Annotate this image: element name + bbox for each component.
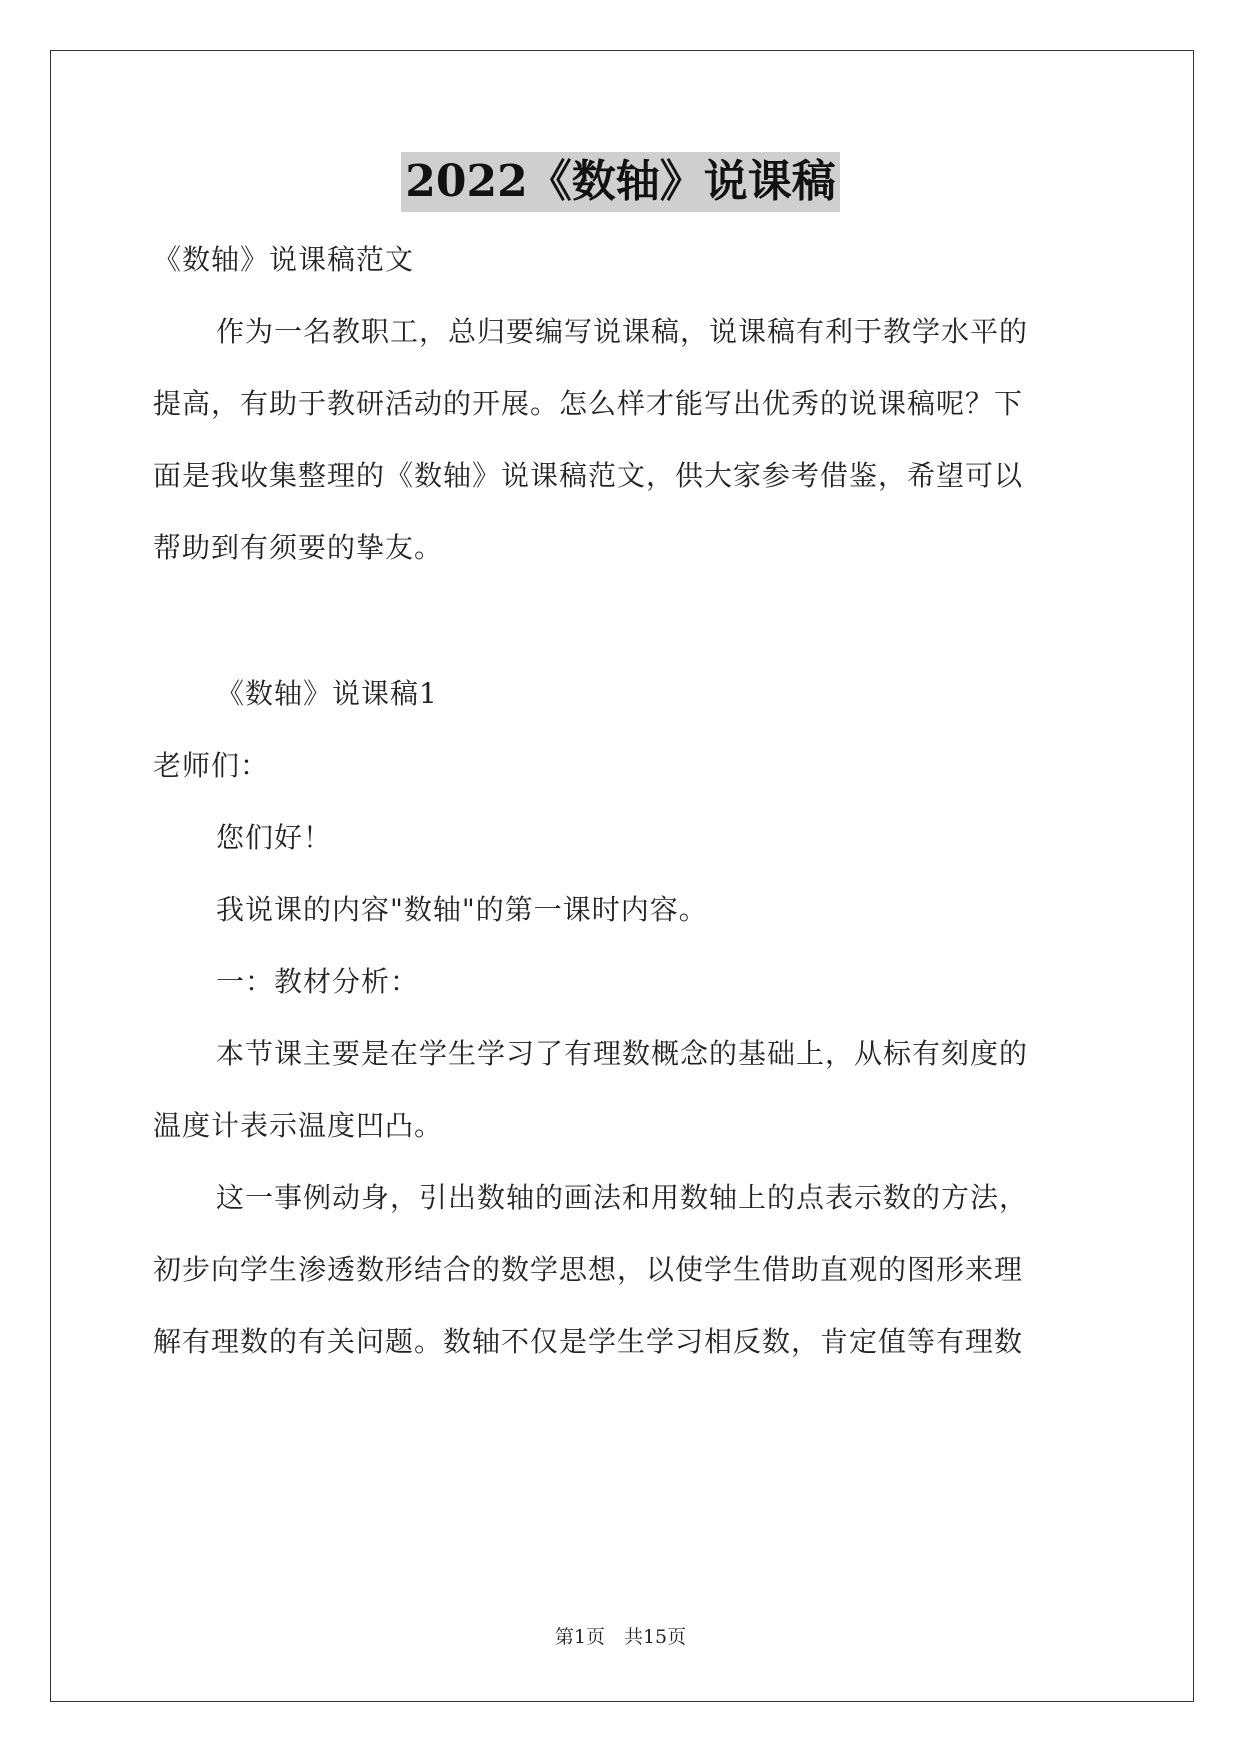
- title-container: [0, 152, 1241, 212]
- paragraph-line: 提高，有助于教研活动的开展。怎么样才能写出优秀的说课稿呢？下: [153, 387, 1024, 420]
- salutation-line: 老师们：: [153, 749, 270, 782]
- paragraph-line: 解有理数的有关问题。数轴不仅是学生学习相反数，肯定值等有理数: [153, 1325, 1024, 1358]
- section-heading: 《数轴》说课稿1: [216, 677, 438, 710]
- greeting-line: 您们好！: [216, 821, 333, 854]
- paragraph-line: 帮助到有须要的挚友。: [153, 531, 444, 564]
- paragraph-line: 本节课主要是在学生学习了有理数概念的基础上，从标有刻度的: [216, 1037, 1029, 1070]
- paragraph-line: 面是我收集整理的《数轴》说课稿范文，供大家参考借鉴，希望可以: [153, 459, 1024, 492]
- paragraph-line: 这一事例动身，引出数轴的画法和用数轴上的点表示数的方法，: [216, 1181, 1029, 1214]
- subtitle-line: 《数轴》说课稿范文: [153, 243, 415, 276]
- section-heading: 一：教材分析：: [216, 965, 420, 998]
- paragraph-line: 温度计表示温度凹凸。: [153, 1109, 444, 1142]
- paragraph-line: 作为一名教职工，总归要编写说课稿，说课稿有利于教学水平的: [216, 315, 1029, 348]
- paragraph-line: 初步向学生渗透数形结合的数学思想，以使学生借助直观的图形来理: [153, 1253, 1024, 1286]
- paragraph-line: 我说课的内容"数轴"的第一课时内容。: [216, 893, 708, 926]
- page-border: [50, 50, 1194, 1702]
- page-footer: 第1页 共15页: [554, 1626, 687, 1648]
- document-title: 2022《数轴》说课稿: [401, 152, 839, 212]
